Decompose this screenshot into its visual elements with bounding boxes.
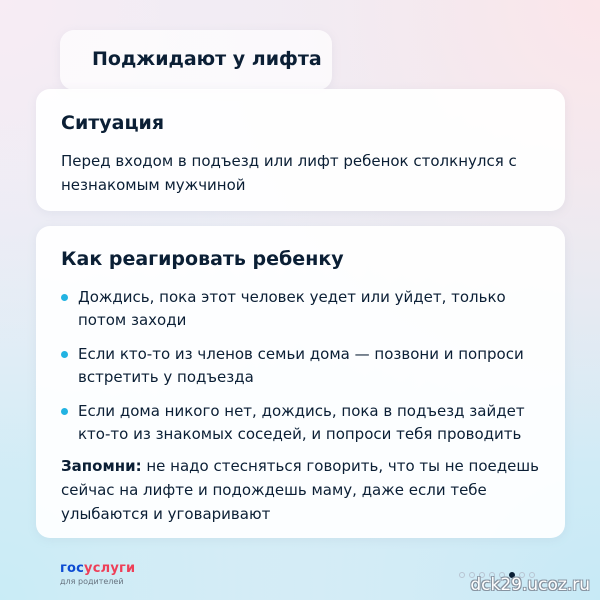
situation-card: [36, 89, 565, 211]
logo-part-1: гос: [60, 561, 85, 576]
remember-label: Запомни:: [61, 457, 142, 475]
logo-subtitle: для родителей: [60, 577, 124, 586]
tip-text: Дождись, пока этот человек уедет или уйдет, только потом заходи: [78, 288, 506, 329]
reaction-card: [36, 226, 565, 538]
list-item: [61, 343, 551, 389]
reaction-heading: Как реагировать ребенку: [61, 248, 344, 270]
list-item: [61, 400, 551, 446]
gosuslugi-logo: [60, 561, 135, 586]
pager-dot-icon: [459, 572, 465, 578]
logo-part-2: услуги: [84, 561, 136, 576]
remember-text: не надо стесняться говорить, что ты не поедешь сейчас на лифте и подождешь маму, даже если тебе улыбаются и уговаривают: [61, 457, 539, 523]
title-card: [60, 30, 332, 90]
tips-list: [61, 286, 551, 457]
situation-heading: Ситуация: [61, 112, 165, 134]
bullet-icon: [61, 351, 68, 358]
watermark: dck29.ucoz.ru: [470, 575, 590, 595]
page-title: Поджидают у лифта: [92, 48, 322, 70]
situation-text: Перед входом в подъезд или лифт ребенок столкнулся с незнакомым мужчиной: [61, 152, 517, 194]
bullet-icon: [61, 294, 68, 301]
bullet-icon: [61, 408, 68, 415]
tip-text: Если дома никого нет, дождись, пока в подъезд зайдет кто-то из знакомых соседей, и попроси тебя проводить: [78, 402, 525, 443]
logo-brand: [60, 561, 135, 576]
tip-text: Если кто-то из членов семьи дома — позвони и попроси встретить у подъезда: [78, 345, 524, 386]
remember-note: [61, 454, 551, 526]
list-item: [61, 286, 551, 332]
